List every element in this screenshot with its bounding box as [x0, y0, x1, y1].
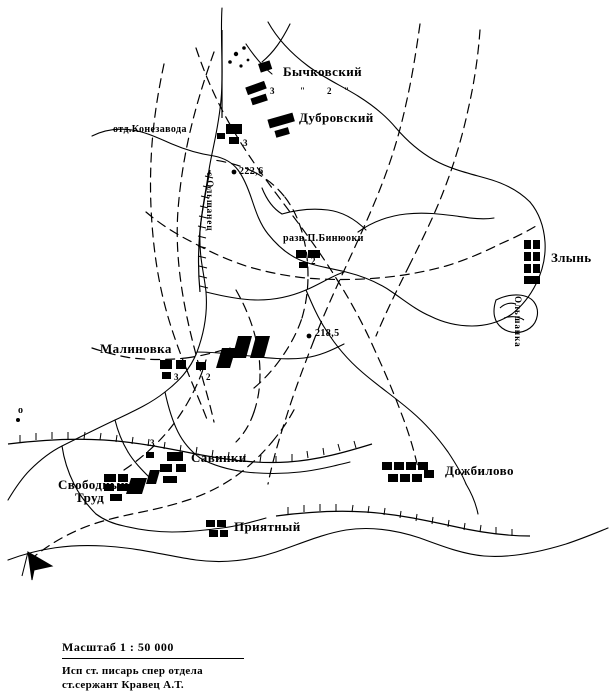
annotation-olshanka: Ольшанка	[513, 296, 523, 348]
settlement-label-dozhbilovo: Дожбилово	[445, 463, 514, 478]
unit-number-6: 2	[206, 372, 211, 382]
settlement-label-otd-konezavoda: отд.Конезавода	[113, 124, 187, 135]
settlement-label-zlyn: Злынь	[551, 250, 592, 265]
unit-number-7: 3	[150, 438, 155, 448]
unit-number-8: 2	[172, 475, 177, 485]
annotation-o: о	[18, 405, 24, 416]
settlement-label-savinki: Савинки	[191, 450, 247, 465]
unit-number-1: 3	[270, 86, 275, 96]
unit-symbols	[126, 336, 270, 494]
quote-mark-left: "	[300, 86, 305, 96]
settlement-label-priyatny: Приятный	[234, 519, 301, 534]
annotation-olshanets: с.Ольшанец	[205, 172, 215, 232]
direction-arrow	[22, 552, 52, 580]
scale-underline	[62, 658, 244, 659]
settlement-label-bychkovsky: Бычковский	[283, 64, 362, 79]
credit-line-1: Исп ст. писарь спер отдела	[62, 665, 203, 677]
height-mark-218-5: 218,5	[315, 328, 340, 339]
settlement-label-trud: Труд	[75, 490, 105, 505]
height-mark-222-6: 222,6	[239, 166, 264, 177]
unit-number-3: 3	[243, 138, 248, 148]
unit-number-2: 2	[327, 86, 332, 96]
settlement-label-dubrovsky: Дубровский	[299, 110, 374, 125]
scale-label: Масштаб 1 : 50 000	[62, 640, 174, 654]
credit-line-2: ст.сержант Кравец А.Т.	[62, 679, 184, 691]
settlement-label-svobodny: Свободный	[58, 477, 129, 492]
unit-number-5: 3	[174, 372, 179, 382]
map-footer	[62, 640, 362, 692]
settlement-label-malinovka: Малиновка	[100, 341, 172, 356]
unit-number-4: 2	[311, 256, 316, 266]
quote-mark-right: "	[344, 86, 349, 96]
ticked-boundary-line	[8, 30, 530, 536]
settlement-label-razv-p-binyuoki: разв.П.Бинюоки	[283, 233, 364, 244]
